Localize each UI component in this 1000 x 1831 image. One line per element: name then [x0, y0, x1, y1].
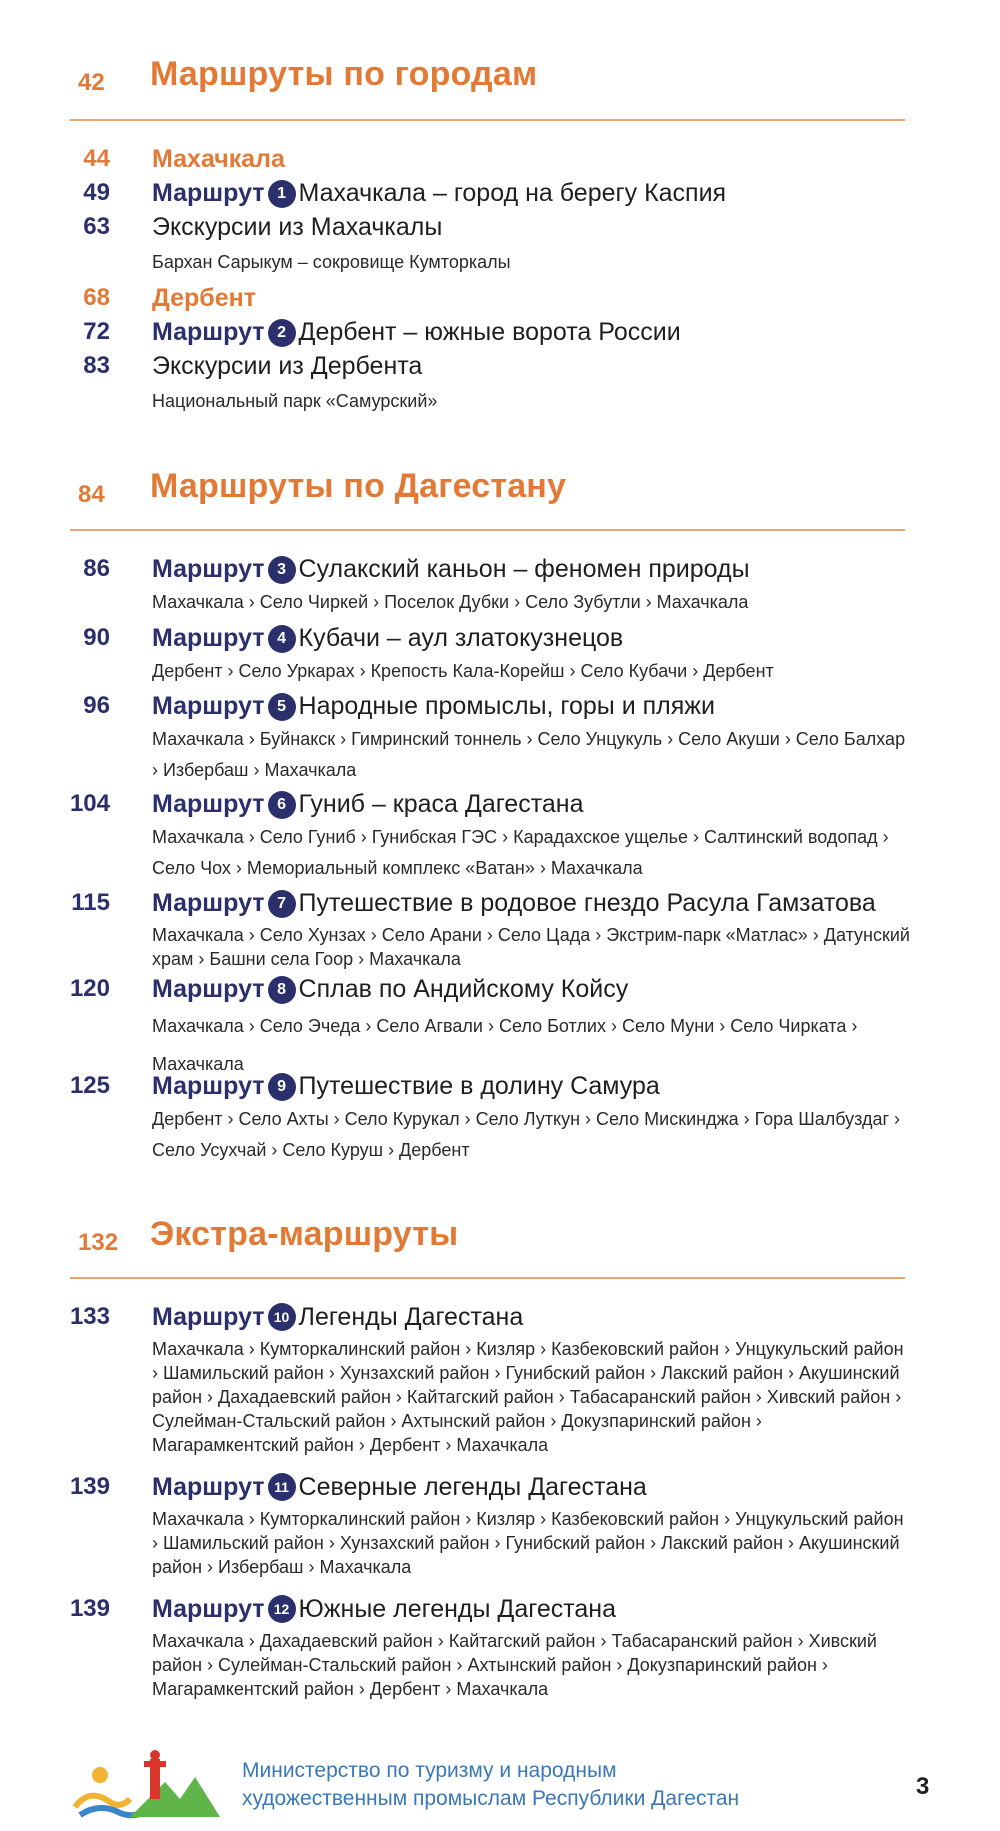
entry-page-number: 83 [83, 352, 110, 379]
entry-page-number: 120 [69, 975, 110, 1002]
route-number-badge: 8 [268, 976, 296, 1004]
entry-subtitle: Махачкала › Буйнакск › Гимринский тоннель › Село Унцукуль › Село Акуши › Село Балхар › Избербаш › Махачкала [152, 729, 906, 780]
section-page-number: 42 [78, 69, 105, 96]
route-label: Маршрут [152, 1303, 265, 1331]
route-number-badge: 9 [268, 1073, 296, 1101]
entry-page-number: 72 [83, 318, 110, 345]
route-label: Маршрут [152, 318, 265, 346]
city-heading: Махачкала [152, 145, 285, 173]
route-title: Дербент – южные ворота России [298, 318, 681, 346]
entry-subtitle: Махачкала › Кумторкалинский район › Кизляр › Казбековский район › Унцукульский район › Шамильский район › Хунзахский район › Гунибский район › Лакский район › Акушинский район › Дахадаевский район › Кайтагский район › Табасаранский район › Хивский район › Сулейман-Стальский район › Ахтынский район › Докузпаринский район › Магарамкентский район › Дербент › Махачкала [152, 1339, 904, 1455]
entry-subtitle: Бархан Сарыкум – сокровище Кумторкалы [152, 252, 511, 272]
entry-subtitle: Национальный парк «Самурский» [152, 391, 438, 411]
route-title: Южные легенды Дагестана [298, 1595, 617, 1623]
entry-page-number: 125 [69, 1072, 110, 1099]
route-title: Путешествие в долину Самура [298, 1072, 660, 1100]
entry-page-number: 104 [69, 790, 110, 817]
entry-page-number: 133 [69, 1303, 110, 1330]
entry-title: Экскурсии из Дербента [152, 352, 423, 380]
section-header [0, 467, 1000, 527]
entry-title: Экскурсии из Махачкалы [152, 213, 443, 241]
section-title: Маршруты по Дагестану [150, 467, 567, 505]
section-extra [0, 1215, 1000, 1699]
entry-subtitle: Махачкала › Село Гуниб › Гунибская ГЭС › Карадахское ущелье › Салтинский водопад › Село Чох › Мемориальный комплекс «Ватан» › Махачкала [152, 827, 889, 878]
route-title: Северные легенды Дагестана [298, 1473, 647, 1501]
entry-subtitle: Махачкала › Село Эчеда › Село Агвали › Село Ботлих › Село Муни › Село Чирката › Махачкала [152, 1016, 858, 1074]
divider [70, 529, 905, 531]
section-header [0, 1215, 1000, 1275]
route-label: Маршрут [152, 624, 265, 652]
footer-line-2: художественным промыслам Республики Дагестан [242, 1787, 740, 1810]
section-title: Экстра-маршруты [150, 1215, 459, 1253]
entry-page-number: 63 [83, 213, 110, 240]
route-label: Маршрут [152, 1473, 265, 1501]
route-title: Народные промыслы, горы и пляжи [298, 692, 715, 720]
entry-subtitle: Махачкала › Кумторкалинский район › Кизляр › Казбековский район › Унцукульский район › Шамильский район › Хунзахский район › Гунибский район › Лакский район › Акушинский район › Избербаш › Махачкала [152, 1509, 904, 1577]
section-cities [0, 55, 1000, 411]
entry-subtitle: Махачкала › Село Чиркей › Поселок Дубки › Село Зубутли › Махачкала [152, 592, 749, 612]
footer-line-1: Министерство по туризму и народным [242, 1759, 617, 1782]
entry-subtitle: Махачкала › Дахадаевский район › Кайтагский район › Табасаранский район › Хивский район › Сулейман-Стальский район › Ахтынский район › Докузпаринский район › Магарамкентский район › Дербент › Махачкала [152, 1631, 877, 1699]
route-number-badge: 10 [268, 1303, 296, 1331]
footer-ministry-text [242, 1757, 739, 1813]
page-number: 3 [916, 1773, 930, 1800]
footer [0, 1745, 1000, 1831]
route-number-badge: 2 [268, 319, 296, 347]
entry-page-number: 115 [71, 889, 110, 916]
divider [70, 119, 905, 121]
section-page-number: 132 [78, 1229, 119, 1256]
route-number-badge: 7 [268, 890, 296, 918]
route-number-badge: 1 [268, 180, 296, 208]
route-label: Маршрут [152, 692, 265, 720]
ministry-logo [70, 1747, 230, 1827]
route-title: Гуниб – краса Дагестана [298, 790, 584, 818]
route-label: Маршрут [152, 555, 265, 583]
route-label: Маршрут [152, 1595, 265, 1623]
city-heading: Дербент [152, 284, 256, 312]
entry-page-number: 90 [83, 624, 110, 651]
entry-page-number: 139 [69, 1473, 110, 1500]
route-label: Маршрут [152, 975, 265, 1003]
route-label: Маршрут [152, 790, 265, 818]
entry-subtitle: Дербент › Село Уркарах › Крепость Кала-Корейш › Село Кубачи › Дербент [152, 661, 774, 681]
route-title: Сплав по Андийскому Койсу [298, 975, 629, 1003]
route-number-badge: 3 [268, 556, 296, 584]
route-label: Маршрут [152, 1072, 265, 1100]
section-title: Маршруты по городам [150, 55, 538, 93]
divider [70, 1277, 905, 1279]
entry-subtitle: Махачкала › Село Хунзах › Село Арани › Село Цада › Экстрим-парк «Матлас» › Датунский храм › Башни села Гоор › Махачкала [152, 925, 910, 969]
route-number-badge: 4 [268, 625, 296, 653]
route-number-badge: 12 [268, 1595, 296, 1623]
entry-page-number: 139 [69, 1595, 110, 1622]
entry-page-number: 86 [83, 555, 110, 582]
entry-page-number: 49 [83, 179, 110, 206]
section-dagestan [0, 467, 1000, 1160]
route-label: Маршрут [152, 889, 265, 917]
route-title: Махачкала – город на берегу Каспия [298, 179, 727, 207]
entry-page-number: 44 [83, 145, 110, 172]
route-number-badge: 5 [268, 693, 296, 721]
route-title: Кубачи – аул златокузнецов [298, 624, 624, 652]
route-title: Сулакский каньон – феномен природы [298, 555, 750, 583]
route-number-badge: 11 [268, 1473, 296, 1501]
section-page-number: 84 [78, 481, 105, 508]
entry-page-number: 96 [83, 692, 110, 719]
entry-subtitle: Дербент › Село Ахты › Село Курукал › Село Луткун › Село Мискинджа › Гора Шалбуздаг › Село Усухчай › Село Куруш › Дербент [152, 1109, 901, 1160]
entry-page-number: 68 [83, 284, 110, 311]
route-number-badge: 6 [268, 791, 296, 819]
section-header [0, 55, 1000, 115]
route-title: Легенды Дагестана [298, 1303, 524, 1331]
route-label: Маршрут [152, 179, 265, 207]
route-title: Путешествие в родовое гнездо Расула Гамзатова [298, 889, 876, 917]
